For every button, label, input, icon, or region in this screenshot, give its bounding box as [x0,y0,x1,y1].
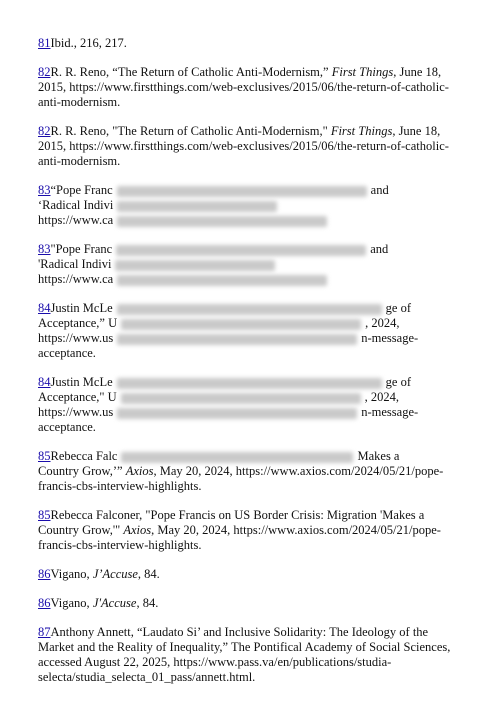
endnote-85-alt [38,508,470,553]
endnote-text: R. R. Reno, “The Return of Catholic Anti-Modernism,” First Things, June 18, [50,65,442,79]
endnote-link-86[interactable]: 86 [38,596,51,610]
endnote-82 [38,65,470,110]
endnote-87 [38,625,470,685]
redacted-blur [117,216,327,227]
endnote-text: and [370,183,389,197]
redacted-blur [117,186,367,197]
endnote-84 [38,301,470,361]
endnote-link-81[interactable]: 81 [38,36,51,50]
endnote-text: Country Grow,’” Axios, May 20, 2024, https://www.axios.com/2024/05/21/pope- [38,464,444,478]
endnote-link-86[interactable]: 86 [38,567,51,581]
endnote-84-alt [38,375,470,435]
endnote-text: acceptance. [38,346,96,360]
endnote-text: ge of [385,375,411,389]
endnote-link-84[interactable]: 84 [38,375,51,389]
endnote-86 [38,567,470,582]
endnote-text: anti-modernism. [38,95,121,109]
redacted-blur [121,319,361,330]
endnote-text: Justin McLe [50,301,113,315]
redacted-blur [121,393,361,404]
endnote-link-83[interactable]: 83 [38,242,51,256]
endnote-text: Rebecca Falconer, "Pope Francis on US Border Crisis: Migration 'Makes a [50,508,425,522]
endnote-text: 'Radical Indivi [38,257,112,271]
redacted-blur [121,452,353,463]
redacted-blur [117,408,357,419]
endnote-text: Acceptance,” U [38,316,118,330]
endnote-text: ‘Radical Indivi [38,198,114,212]
redacted-blur [115,260,275,271]
redacted-blur [117,378,382,389]
endnote-text: Vigano, J’Accuse, 84. [50,567,160,581]
endnote-text: , 2024, [365,316,400,330]
endnote-text: francis-cbs-interview-highlights. [38,479,202,493]
endnote-text: https://www.us [38,405,114,419]
endnote-text: Acceptance," U [38,390,117,404]
endnote-text: and [370,242,389,256]
redacted-blur [117,201,277,212]
endnote-83-alt [38,242,470,287]
redacted-blur [116,245,366,256]
endnote-text: 2015, https://www.firstthings.com/web-exclusives/2015/06/the-return-of-catholic- [38,139,449,153]
endnote-text: Ibid., 216, 217. [50,36,127,50]
redacted-blur [117,275,327,286]
endnote-text: 2015, https://www.firstthings.com/web-exclusives/2015/06/the-return-of-catholic- [38,80,449,94]
redacted-blur [117,304,382,315]
endnote-text: Anthony Annett, “Laudato Si’ and Inclusive Solidarity: The Ideology of the [50,625,429,639]
endnote-link-85[interactable]: 85 [38,508,51,522]
endnote-83 [38,183,470,228]
endnote-text: Vigano, J'Accuse, 84. [50,596,159,610]
endnote-text: n-message- [361,405,419,419]
endnote-text: R. R. Reno, "The Return of Catholic Anti-Modernism," First Things, June 18, [50,124,441,138]
endnote-82-alt [38,124,470,169]
endnote-text: Market and the Reality of Inequality,” The Pontifical Academy of Social Sciences, [38,640,451,654]
endnote-link-82[interactable]: 82 [38,124,51,138]
endnote-link-85[interactable]: 85 [38,449,51,463]
endnote-text: selecta/studia_selecta_01_pass/annett.html. [38,670,256,684]
endnote-text: accessed August 22, 2025, https://www.pass.va/en/publications/studia- [38,655,392,669]
endnote-text: Justin McLe [50,375,113,389]
endnote-text: "Pope Franc [50,242,113,256]
endnote-text: francis-cbs-interview-highlights. [38,538,202,552]
redacted-blur [117,334,357,345]
endnote-text: , 2024, [364,390,400,404]
endnote-link-83[interactable]: 83 [38,183,51,197]
endnote-text: https://www.ca [38,213,114,227]
endnote-link-84[interactable]: 84 [38,301,51,315]
endnote-text: https://www.ca [38,272,114,286]
endnote-text: https://www.us [38,331,114,345]
endnote-text: Country Grow,'" Axios, May 20, 2024, https://www.axios.com/2024/05/21/pope- [38,523,441,537]
endnote-link-87[interactable]: 87 [38,625,51,639]
endnote-link-82[interactable]: 82 [38,65,51,79]
endnote-text: Rebecca Falc [50,449,118,463]
endnote-text: acceptance. [38,420,96,434]
endnote-81 [38,36,470,51]
endnote-text: ge of [385,301,411,315]
endnote-text: n-message- [361,331,419,345]
endnote-text: anti-modernism. [38,154,121,168]
endnote-86-alt [38,596,470,611]
endnote-85 [38,449,470,494]
endnote-text: Makes a [357,449,400,463]
endnote-text: “Pope Franc [50,183,113,197]
